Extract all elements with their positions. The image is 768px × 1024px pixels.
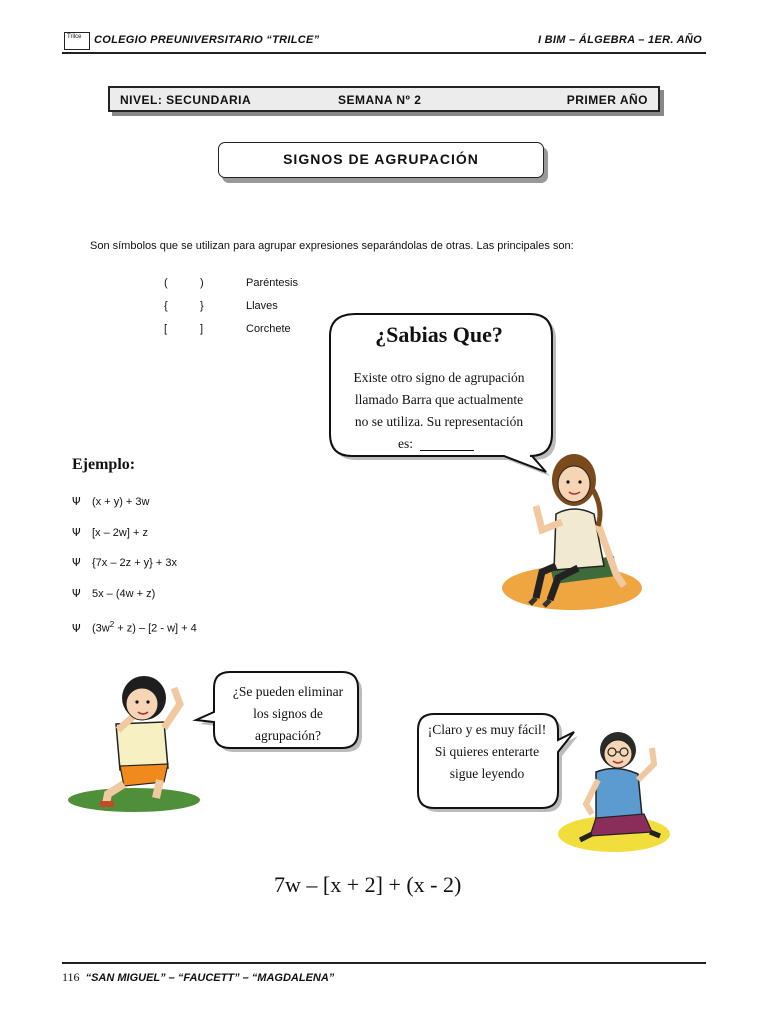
symbol-close: )	[200, 277, 204, 289]
footer-text: “SAN MIGUEL” – “FAUCETT” – “MAGDALENA”	[85, 972, 335, 984]
header-school: COLEGIO PREUNIVERSITARIO “TRILCE”	[94, 34, 320, 46]
final-expression: 7w – [x + 2] + (x - 2)	[274, 872, 462, 897]
example-5	[72, 620, 197, 635]
bullet-icon: Ψ	[72, 526, 81, 539]
bullet-icon: Ψ	[72, 495, 81, 508]
question-line-1: ¿Se pueden eliminar	[232, 684, 344, 699]
logo-text: Trilce	[67, 34, 82, 40]
header-rule	[62, 52, 706, 54]
example-text-b: + z) – [2 - w] + 4	[114, 622, 197, 635]
week-label: SEMANA Nº 2	[338, 93, 422, 107]
question-line-3: agrupación?	[255, 728, 321, 743]
example-2	[72, 526, 148, 539]
symbol-name: Llaves	[246, 300, 278, 312]
symbol-name: Paréntesis	[246, 277, 298, 289]
bullet-icon: Ψ	[72, 587, 81, 600]
level-label: NIVEL: SECUNDARIA	[120, 93, 252, 107]
question-line-2: los signos de	[253, 706, 323, 721]
header-course: I BIM – ÁLGEBRA – 1ER. AÑO	[537, 34, 702, 46]
example-text: [x – 2w] + z	[92, 527, 148, 539]
footer-rule	[62, 962, 706, 964]
sabias-line-3: no se utiliza. Su representación	[354, 414, 524, 429]
level-bar	[108, 86, 660, 112]
intro-text: Son símbolos que se utilizan para agrupar expresiones separándolas de otras. Las principales son:	[90, 240, 574, 252]
page-number: 116	[62, 970, 80, 984]
sabias-line-2: llamado Barra que actualmente	[354, 392, 524, 407]
example-1	[72, 495, 149, 508]
footer	[62, 970, 334, 985]
bullet-icon: Ψ	[72, 621, 81, 635]
symbol-name: Corchete	[246, 323, 291, 335]
school-logo	[64, 32, 90, 50]
answer-line-1: ¡Claro y es muy fácil!	[427, 722, 547, 737]
bar-symbol	[420, 450, 474, 451]
boy-kneeling-illustration-icon	[64, 668, 206, 814]
example-3	[72, 556, 177, 569]
answer-line-3: sigue leyendo	[449, 766, 525, 781]
year-label: PRIMER AÑO	[566, 93, 648, 107]
example-exponent: 2	[109, 620, 115, 629]
example-text-a: (3w	[92, 622, 110, 635]
symbol-open: (	[164, 277, 168, 289]
sabias-line-4: es:	[398, 436, 413, 451]
symbol-close: }	[200, 300, 204, 312]
example-text: 5x – (4w + z)	[92, 588, 156, 600]
girl-illustration-icon	[492, 448, 642, 616]
bullet-icon: Ψ	[72, 556, 81, 569]
sabias-line-1: Existe otro signo de agrupación	[353, 370, 525, 385]
symbol-open: [	[164, 323, 168, 335]
sabias-title: ¿Sabias Que?	[375, 322, 503, 347]
boy-glasses-illustration-icon	[552, 724, 672, 860]
example-4	[72, 587, 155, 600]
example-text: (x + y) + 3w	[92, 496, 150, 508]
symbol-close: ]	[200, 323, 204, 335]
symbol-row-parentheses	[0, 277, 768, 293]
symbol-open: {	[164, 300, 168, 312]
page-title: SIGNOS DE AGRUPACIÓN	[218, 142, 544, 178]
answer-line-2: Si quieres enterarte	[434, 744, 540, 759]
example-label: Ejemplo:	[72, 456, 136, 473]
example-text: {7x – 2z + y} + 3x	[92, 557, 178, 569]
